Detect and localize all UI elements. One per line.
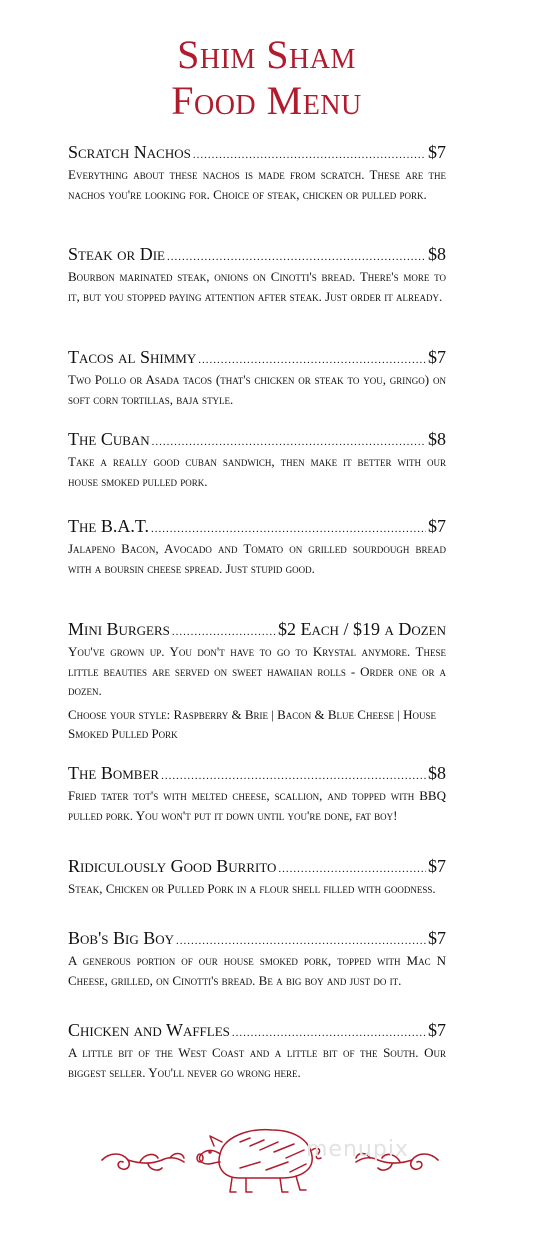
menu-item-chicken-and-waffles: [68, 1020, 446, 1082]
item-description: Jalapeno Bacon, Avocado and Tomato on grilled sourdough bread with a boursin cheese spread. Just stupid good.: [68, 541, 446, 576]
item-name: Mini Burgers: [68, 619, 170, 639]
menu-item-the-bat: [68, 516, 446, 578]
menu-item-the-cuban: [68, 429, 446, 491]
item-price: $7: [428, 856, 446, 876]
menu-item-mini-burgers: [68, 619, 446, 744]
item-name: The B.A.T.: [68, 516, 149, 536]
item-name: The Bomber: [68, 763, 160, 783]
leader-dots: [278, 859, 426, 879]
watermark-logo: menupix: [306, 1137, 409, 1162]
menu-item-steak-or-die: [68, 244, 446, 306]
menu-item-scratch-nachos: [68, 142, 446, 204]
menu-item-the-bomber: [68, 763, 446, 825]
item-price: $7: [428, 347, 446, 367]
item-name: The Cuban: [68, 429, 150, 449]
item-description: Take a really good cuban sandwich, then make it better with our house smoked pulled pork.: [68, 454, 446, 489]
item-description: Two Pollo or Asada tacos (that's chicken or steak to you, gringo) on soft corn tortillas, baja style.: [68, 372, 446, 407]
pig-icon: [197, 1130, 321, 1192]
item-price: $7: [428, 516, 446, 536]
leader-dots: [232, 1023, 426, 1043]
item-price: $8: [428, 244, 446, 264]
leader-dots: [176, 931, 426, 951]
item-price: $7: [428, 142, 446, 162]
item-name: Bob's Big Boy: [68, 928, 175, 948]
item-description: You've grown up. You don't have to go to Krystal anymore. These little beauties are served on sweet hawaiian rolls - Order one or a dozen.: [68, 644, 446, 698]
item-description: Fried tater tot's with melted cheese, scallion, and topped with BBQ pulled pork. You won't put it down until you're done, fat boy!: [68, 788, 446, 823]
item-description: Steak, Chicken or Pulled Pork in a flour shell filled with goodness.: [68, 881, 436, 896]
leader-dots: [167, 247, 426, 267]
item-price: $8: [428, 429, 446, 449]
item-price: $8: [428, 763, 446, 783]
item-description: A generous portion of our house smoked pork, topped with Mac N Cheese, grilled, on Cinotti's bread. Be a big boy and just do it.: [68, 953, 446, 988]
menu-item-bobs-big-boy: [68, 928, 446, 990]
item-name: Steak or Die: [68, 244, 165, 264]
item-price: $2 Each / $19 a Dozen: [278, 619, 446, 639]
item-description: A little bit of the West Coast and a little bit of the South. Our biggest seller. You'll never go wrong here.: [68, 1045, 446, 1080]
item-description: Bourbon marinated steak, onions on Cinotti's bread. There's more to it, but you stopped paying attention after steak. Just order it already.: [68, 269, 446, 304]
item-name: Ridiculously Good Burrito: [68, 856, 277, 876]
leader-dots: [193, 145, 426, 165]
item-description: Everything about these nachos is made from scratch. These are the nachos you're looking for. Choice of steak, chicken or pulled pork.: [68, 167, 446, 202]
leader-dots: [161, 766, 426, 786]
item-options: Choose your style: Raspberry & Brie | Bacon & Blue Cheese | House Smoked Pulled Pork: [68, 706, 436, 741]
menu-item-ridiculously-good-burrito: [68, 856, 446, 899]
item-name: Scratch Nachos: [68, 142, 191, 162]
menu-title-line-1: Shim Sham: [177, 32, 356, 77]
left-flourish-icon: [102, 1154, 184, 1171]
menu-title-line-2: Food Menu: [171, 78, 362, 123]
leader-dots: [151, 519, 426, 539]
item-price: $7: [428, 928, 446, 948]
item-name: Tacos al Shimmy: [68, 347, 197, 367]
item-name: Chicken and Waffles: [68, 1020, 230, 1040]
item-price: $7: [428, 1020, 446, 1040]
menu-item-tacos-al-shimmy: [68, 347, 446, 409]
leader-dots: [172, 622, 276, 642]
leader-dots: [152, 432, 426, 452]
leader-dots: [198, 350, 426, 370]
